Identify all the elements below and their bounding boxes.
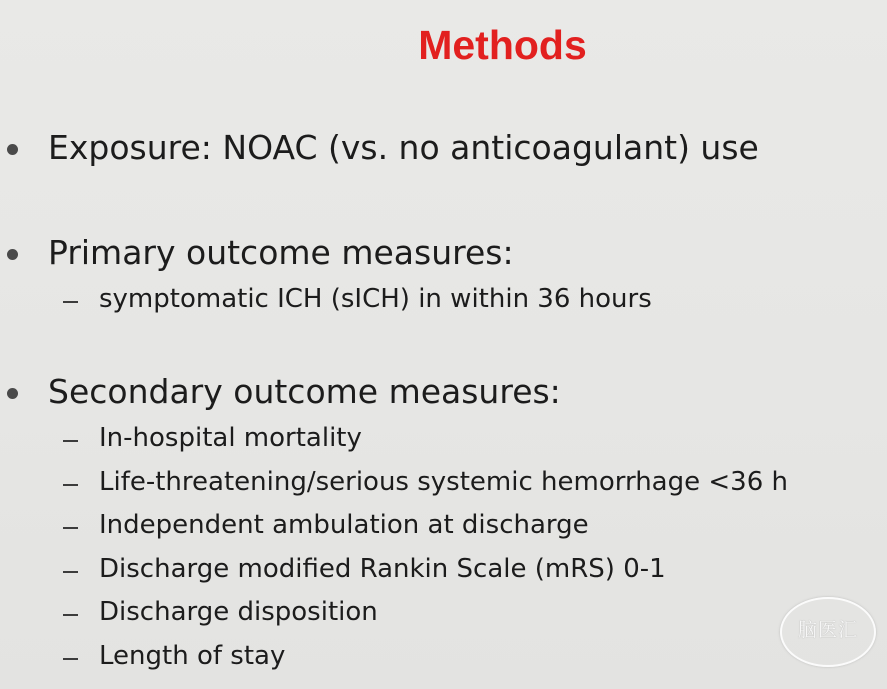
- sub-item-text: Discharge modified Rankin Scale (mRS) 0-1: [99, 554, 666, 584]
- cropped-header-fragment: [0, 0, 180, 4]
- sub-item: [0, 423, 880, 463]
- sub-item-text: symptomatic ICH (sICH) in within 36 hours: [99, 284, 652, 314]
- bullet-text: Secondary outcome measures:: [48, 372, 561, 411]
- sub-item-text: Life-threatening/serious systemic hemorrhage <36 h: [99, 467, 788, 497]
- sub-item: [0, 467, 880, 507]
- dash-icon: [63, 527, 78, 529]
- sub-item: [0, 554, 880, 594]
- bullet-text: Primary outcome measures:: [48, 233, 514, 272]
- bullet-dot-icon: [7, 388, 18, 399]
- bullet-dot-icon: [7, 249, 18, 260]
- sub-item: [0, 510, 880, 550]
- slide-title: Methods: [418, 22, 587, 68]
- dash-icon: [63, 614, 78, 616]
- sub-item: [0, 641, 880, 681]
- bullet-text: Exposure: NOAC (vs. no anticoagulant) use: [48, 128, 759, 167]
- sub-item: [0, 284, 880, 324]
- dash-icon: [63, 440, 78, 442]
- sub-item-text: Independent ambulation at discharge: [99, 510, 589, 540]
- sub-item-text: Discharge disposition: [99, 597, 378, 627]
- dash-icon: [63, 301, 78, 303]
- sub-item-text: Length of stay: [99, 641, 286, 671]
- bullet-dot-icon: [7, 144, 18, 155]
- sub-item-text: In-hospital mortality: [99, 423, 362, 453]
- watermark-logo: [780, 597, 876, 667]
- dash-icon: [63, 484, 78, 486]
- sub-item: [0, 597, 880, 637]
- dash-icon: [63, 571, 78, 573]
- dash-icon: [63, 658, 78, 660]
- watermark-text: 脑医汇: [797, 619, 858, 641]
